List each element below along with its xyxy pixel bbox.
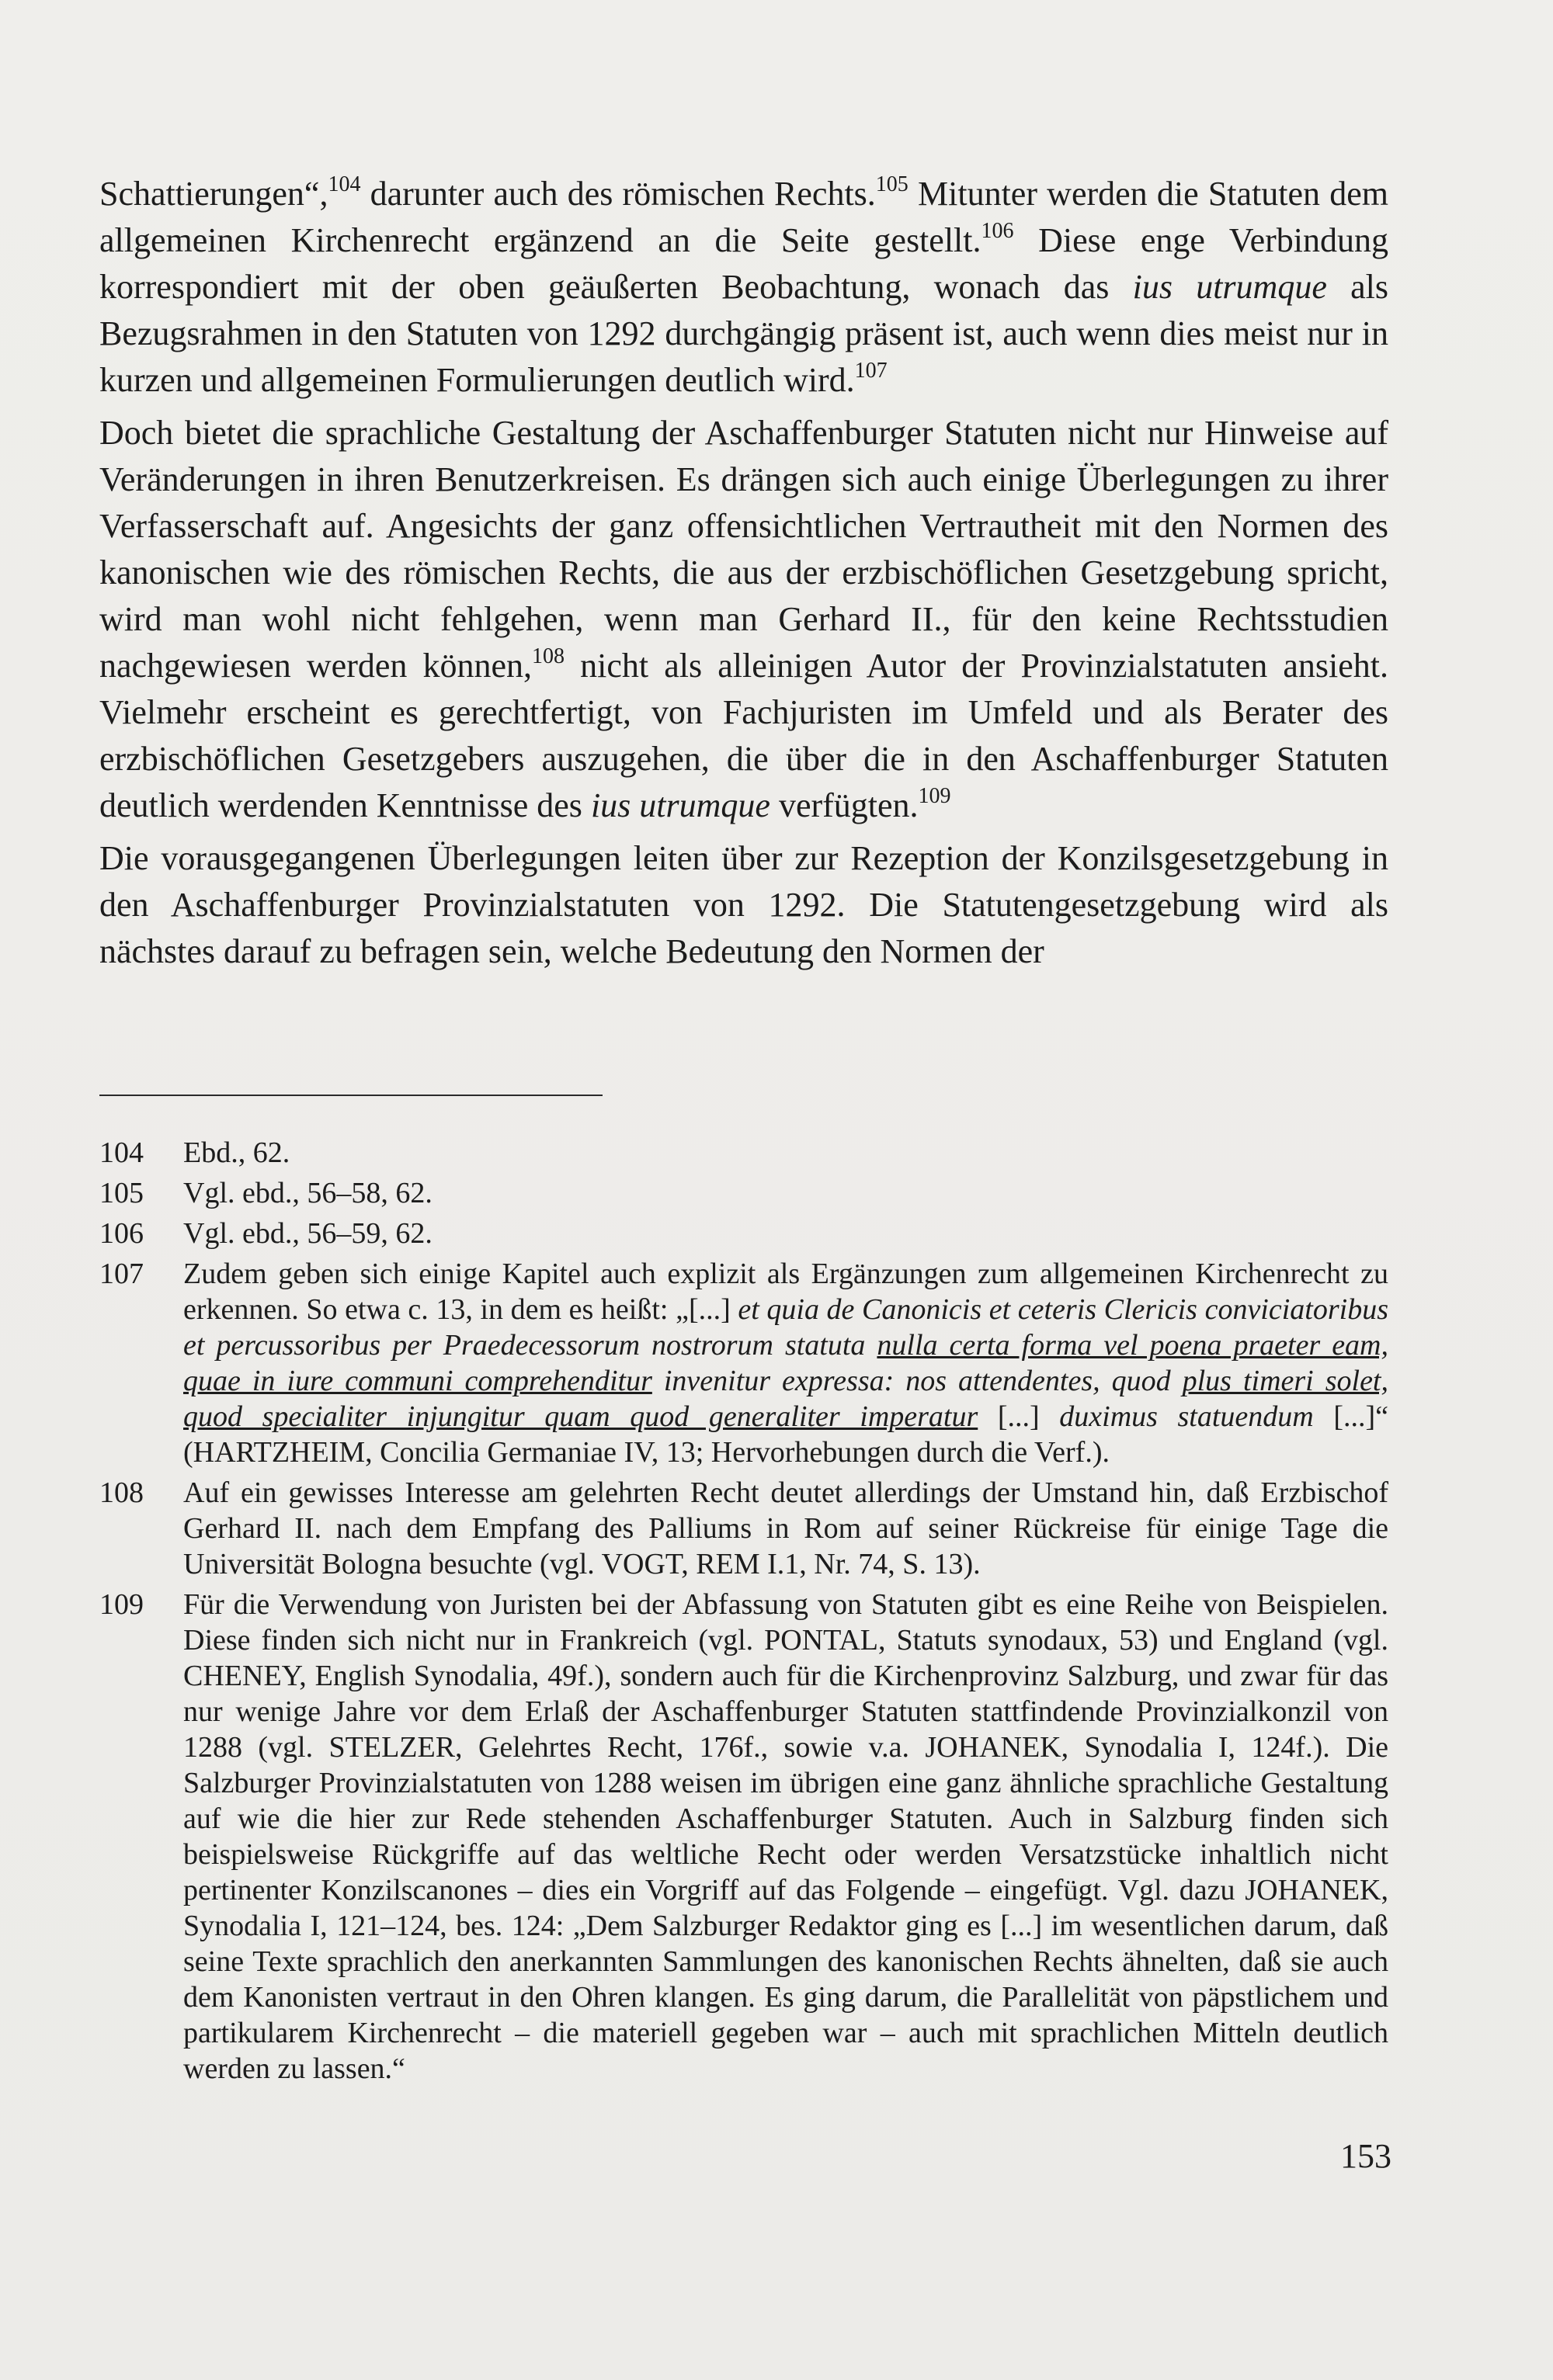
footnote-text: Vgl. ebd., 56–59, 62. xyxy=(183,1217,433,1250)
footnote-ref-106[interactable]: 106 xyxy=(981,219,1014,243)
footnote-text: Für die Verwendung von Juristen bei der Abfassung von Statuten gibt es eine Reihe von Beispielen. Diese finden sich nicht nur in Frankreich (vgl. PONTAL, Statuts synodaux, 53) und England (vgl. CHENEY, English Synodalia, 49f.), sondern auch für die Kirchenprovinz Salzburg, und zwar für das nur wenige Jahre vor dem Erlaß der Aschaffenburger Statuten stattfindende Provinzialkonzil von 1288 (vgl. STELZER, Gelehrtes Recht, 176f., sowie v.a. JOHANEK, Synodalia I, 124f.). Die Salzburger Provinzialstatuten von 1288 weisen im übrigen eine ganz ähnliche sprachliche Gestaltung auf wie die hier zur Rede stehenden Aschaffenburger Statuten. Auch in Salzburg finden sich beispielsweise Rückgriffe auf das weltliche Recht oder werden Versatzstücke inhaltlich nicht pertinenter Konzilscanones – dies ein Vorgriff auf das Folgende – eingefügt. Vgl. dazu JOHANEK, Synodalia I, 121–124, bes. 124: „Dem Salzburger Redaktor ging es [...] im wesentlichen darum, daß seine Texte sprachlich den anerkannten Sammlungen des kanonischen Rechts ähnelten, daß sie auch dem Kanonisten vertraut in den Ohren klangen. Es ging darum, die Parallelität von päpstlichem und partikularem Kirchenrecht – die materiell gegeben war – auch mit sprachlichen Mitteln deutlich werden zu lassen.“ xyxy=(183,1588,1388,2085)
footnote-ref-109[interactable]: 109 xyxy=(918,784,951,808)
footnotes xyxy=(99,1135,1388,2091)
underlined-quote-2: plus timeri solet, quod specialiter injungitur quam quod generaliter imperatur xyxy=(183,1365,1388,1433)
footnote-105 xyxy=(99,1175,1388,1211)
footnote-ref-105[interactable]: 105 xyxy=(875,172,909,196)
footnote-ref-107[interactable]: 107 xyxy=(854,359,888,383)
footnote-number: 106 xyxy=(99,1217,144,1250)
footnote-text: Auf ein gewisses Interesse am gelehrten Recht deutet allerdings der Umstand hin, daß Erzbischof Gerhard II. nach dem Empfang des Palliums in Rom auf seiner Rückreise für einige Tage die Universität Bologna besuchte (vgl. VOGT, REM I.1, Nr. 74, S. 13). xyxy=(183,1476,1388,1580)
paragraph-1: Schattierungen“,$^{104}$ darunter auch des römischen Rechts.$^{105}$ Mitunter werden die Statuten dem allgemeinen Kirchenrecht ergänzend an die Seite gestellt.$^{106}$ Diese enge Verbindung korrespondiert mit der oben geäußerten Beobachtung, wonach das ius utrumque als Bezugsrahmen in den Statuten von 1292 durchgängig präsent ist, auch wenn dies meist nur in kurzen und allgemeinen Formulierungen deutlich wird.$^{107}$ xyxy=(99,172,1389,399)
footnote-number: 107 xyxy=(99,1258,144,1290)
footnote-108 xyxy=(99,1475,1388,1582)
footnote-104 xyxy=(99,1135,1388,1171)
footnote-text: Vgl. ebd., 56–58, 62. xyxy=(183,1177,433,1209)
footnote-number: 104 xyxy=(99,1136,144,1169)
footnote-ref-108[interactable]: 108 xyxy=(532,644,565,668)
footnote-separator xyxy=(99,1095,603,1096)
footnote-107 xyxy=(99,1256,1388,1470)
footnote-number: 105 xyxy=(99,1177,144,1209)
footnote-109 xyxy=(99,1587,1388,2087)
footnote-106 xyxy=(99,1216,1388,1251)
footnote-ref-104[interactable]: 104 xyxy=(328,172,361,196)
paragraph-3: Die vorausgegangenen Überlegungen leiten über zur Rezeption der Konzilsgesetzgebung in den Aschaffenburger Provinzialstatuten von 1292. Die Statutengesetzgebung wird als nächstes darauf zu befragen sein, welche Bedeutung den Normen der xyxy=(99,839,1388,970)
underlined-quote-1: nulla certa forma vel poena praeter eam, quae in iure communi comprehenditur xyxy=(183,1329,1388,1397)
page-number: 153 xyxy=(1340,2137,1391,2175)
footnote-number: 109 xyxy=(99,1588,144,1621)
footnote-text: Ebd., 62. xyxy=(183,1136,290,1169)
footnote-number: 108 xyxy=(99,1476,144,1509)
main-text xyxy=(99,171,1388,981)
paragraph-2: Doch bietet die sprachliche Gestaltung der Aschaffenburger Statuten nicht nur Hinweise auf Veränderungen in ihren Benutzerkreisen. Es drängen sich auch einige Überlegungen zu ihrer Verfasserschaft auf. Angesichts der ganz offensichtlichen Vertrautheit mit den Normen des kanonischen wie des römischen Rechts, die aus der erzbischöflichen Gesetzgebung spricht, wird man wohl nicht fehlgehen, wenn man Gerhard II., für den keine Rechtsstudien nachgewiesen werden können,$^{108}$ nicht als alleinigen Autor der Provinzialstatuten ansieht. Vielmehr erscheint es gerechtfertigt, von Fachjuristen im Umfeld und als Berater des erzbischöflichen Gesetzgebers auszugehen, die über die in den Aschaffenburger Statuten deutlich werdenden Kenntnisse des ius utrumque verfügten.$^{109}$ xyxy=(99,414,1388,824)
footnote-text: Zudem geben sich einige Kapitel auch explizit als Ergänzungen zum allgemeinen Kirchenrecht zu erkennen. So etwa c. 13, in dem es heißt: „[...] et quia de Canonicis et ceteris Clericis conviciatoribus et percussoribus per Praedecessorum nostrorum statuta nulla certa forma vel poena praeter eam, quae in iure communi comprehenditur invenitur expressa: nos attendentes, quod plus timeri solet, quod specialiter injungitur quam quod generaliter imperatur [...] duximus statuendum [...]“ (HARTZHEIM, Concilia Germaniae IV, 13; Hervorhebungen durch die Verf.). xyxy=(183,1258,1388,1469)
